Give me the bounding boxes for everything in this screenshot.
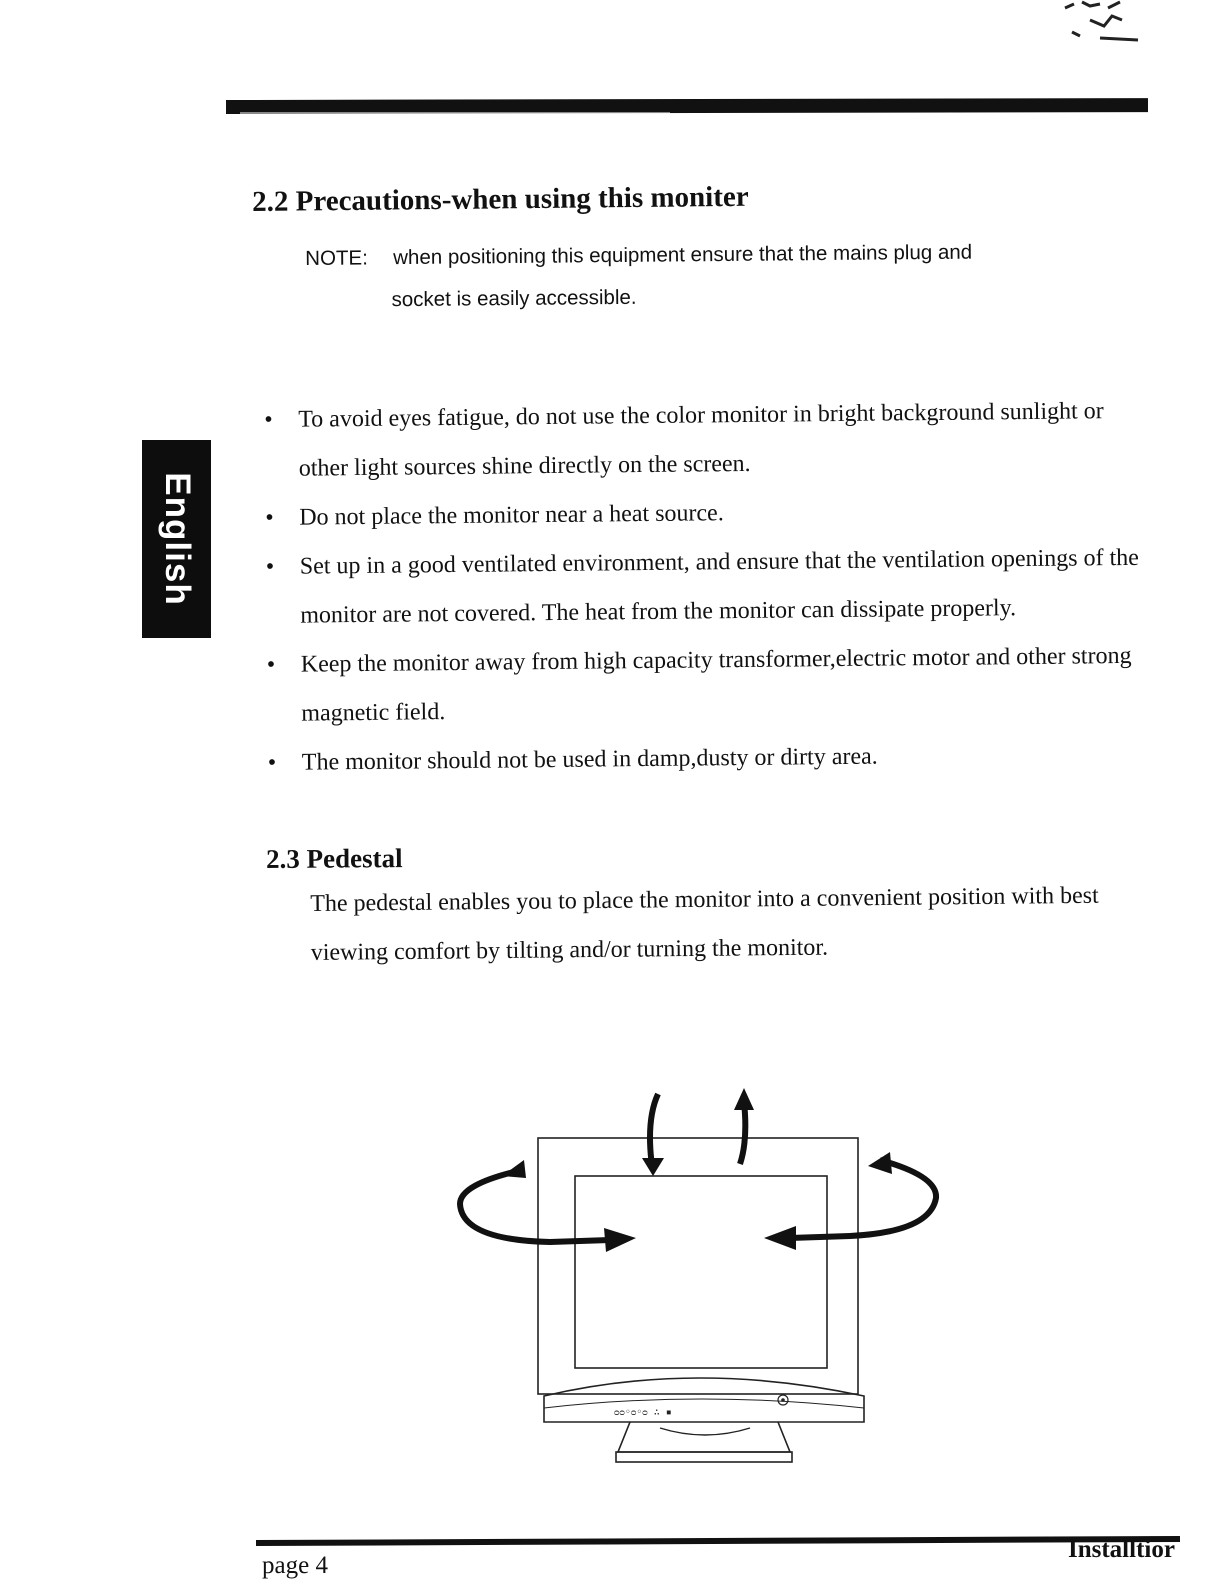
list-item: • The monitor should not be used in damp,dusty or dirty area. [268,730,1148,788]
language-side-tab-label: English [157,472,197,606]
section-heading-pedestal: 2.3 Pedestal [266,843,403,874]
corner-scan-mark-icon [1060,0,1150,48]
page-number: page 4 [262,1552,328,1579]
header-rule-highlight [240,112,670,116]
language-side-tab [142,440,211,638]
note-block [305,230,1136,322]
list-item: • Do not place the monitor near a heat source. [265,485,1145,543]
footer-rule [256,1536,1180,1546]
list-item: • To avoid eyes fatigue, do not use the color monitor in bright background sunlight or other light sources shine directly on the screen. [264,387,1145,494]
note-text-line-1: when positioning this equipment ensure that the mains plug and [393,240,973,270]
list-item: • Keep the monitor away from high capacity transformer,electric motor and other strong magnetic field. [267,632,1148,739]
note-text-line-2: socket is easily accessible. [391,285,637,312]
note-label: NOTE: [305,246,368,270]
list-item: • Set up in a good ventilated environment, and ensure that the ventilation openings of the monitor are not covered. The heat from the monitor can dissipate properly. [266,534,1147,641]
footer-section-name: Installtior [1068,1536,1175,1563]
monitor-tilt-swivel-illustration-icon [450,1080,950,1470]
pedestal-description: The pedestal enables you to place the monitor into a convenient position with best viewing comfort by tilting and/or turning the monitor. [310,882,1099,966]
section-heading-precautions: 2.2 Precautions-when using this moniter [252,180,749,218]
precautions-list [264,387,1148,788]
svg-text:ᴑᴑ◦ᴑ◦ᴑ ∴ ▪: ᴑᴑ◦ᴑ◦ᴑ ∴ ▪ [614,1407,672,1418]
